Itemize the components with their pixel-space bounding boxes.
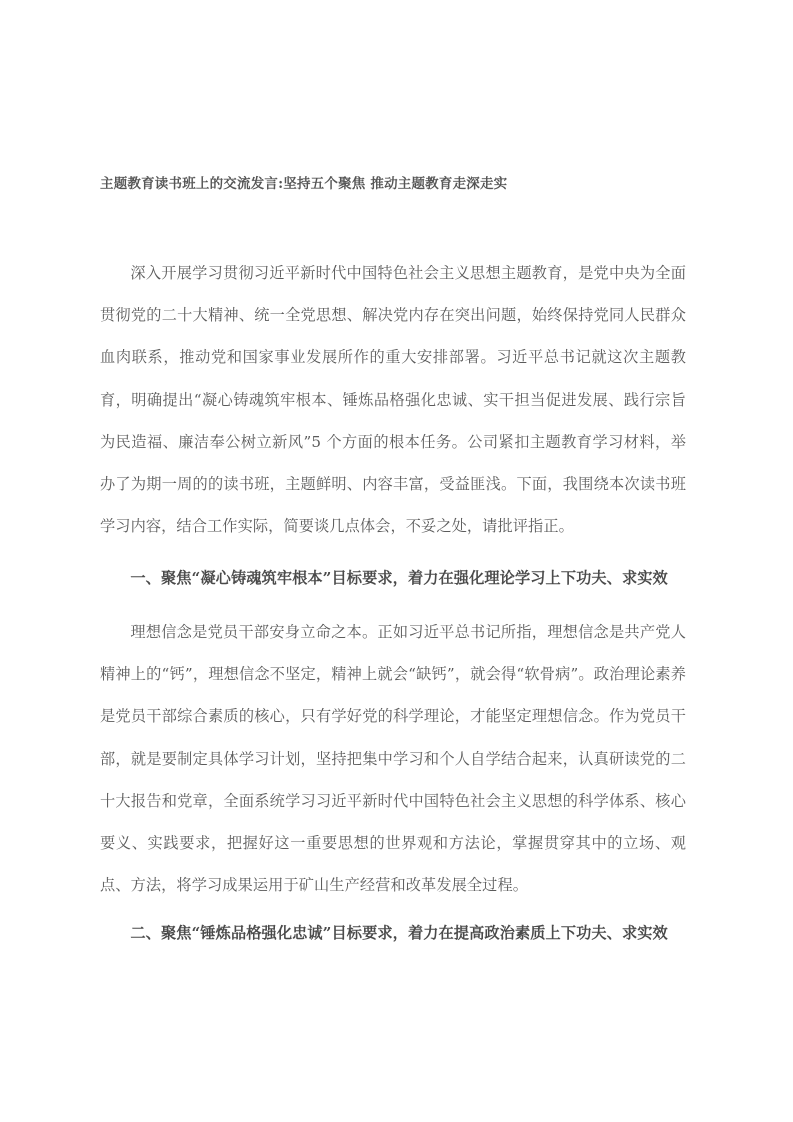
document-title: 主题教育读书班上的交流发言:坚持五个聚焦 推动主题教育走深走实 xyxy=(100,176,508,192)
section-heading-one: 一、聚焦“凝心铸魂筑牢根本”目标要求，着力在强化理论学习上下功夫、求实效 xyxy=(130,569,668,587)
paragraph-introduction: 深入开展学习贯彻习近平新时代中国特色社会主义思想主题教育，是党中央为全面贯彻党的二十大精神、统一全党思想、解决党内存在突出问题，始终保持党同人民群众血肉联系，推动党和国家事业发展所作的重大安排部署。习近平总书记就这次主题教育，明确提出“凝心铸魂筑牢根本、锤炼品格强化忠诚、实干担当促进发展、践行宗旨为民造福、廉洁奉公树立新风”5 个方面的根本任务。公司紧扣主题教育学习材料，举办了为期一周的的读书班，主题鲜明、内容丰富，受益匪浅。下面，我围绕本次读书班学习内容，结合工作实际，简要谈几点体会，不妥之处，请批评指正。 xyxy=(100,264,686,536)
section-heading-two: 二、聚焦“锤炼品格强化忠诚”目标要求，着力在提高政治素质上下功夫、求实效 xyxy=(130,924,668,942)
paragraph-section-one-body: 理想信念是党员干部安身立命之本。正如习近平总书记所指，理想信念是共产党人精神上的“钙”，理想信念不坚定，精神上就会“缺钙”，就会得“软骨病”。政治理论素养是党员干部综合素质的核心，只有学好党的科学理论，才能坚定理想信念。作为党员干部，就是要制定具体学习计划，坚持把集中学习和个人自学结合起来，认真研读党的二十大报告和党章，全面系统学习习近平新时代中国特色社会主义思想的科学体系、核心要义、实践要求，把握好这一重要思想的世界观和方法论，掌握贯穿其中的立场、观点、方法，将学习成果运用于矿山生产经营和改革发展全过程。 xyxy=(100,623,686,895)
